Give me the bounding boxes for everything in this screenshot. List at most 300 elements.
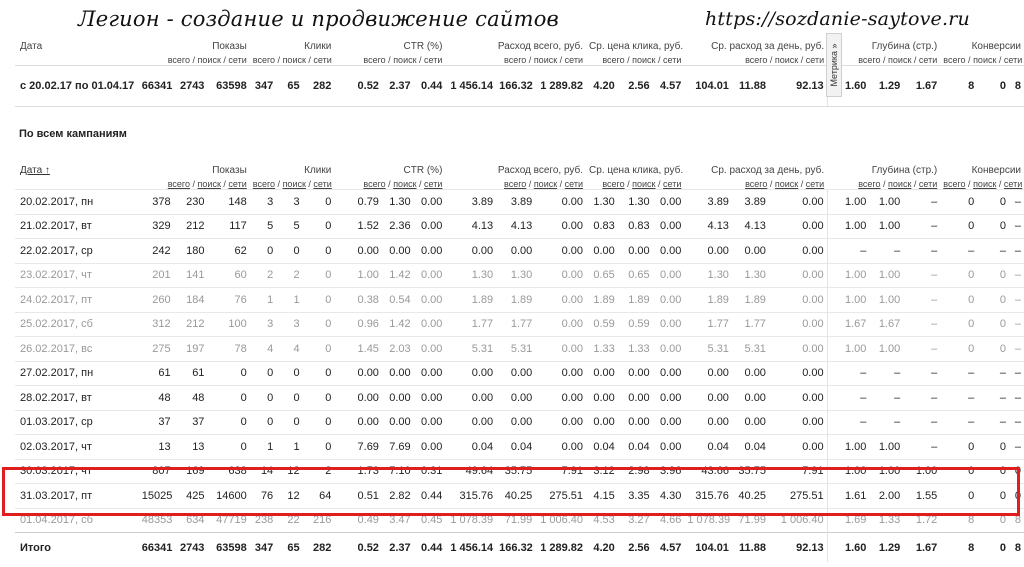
- table-row-cell: 64: [303, 484, 335, 509]
- table-row-cell: 0.00: [535, 214, 586, 239]
- table-row-cell: 0.00: [653, 214, 685, 239]
- col-header-impressions: Показы: [212, 165, 247, 176]
- table-row-cell: 0.45: [414, 508, 446, 533]
- table-row-cell: 78: [207, 337, 249, 362]
- table-row-cell: –: [903, 288, 940, 313]
- table-row-cell: 0.59: [618, 312, 653, 337]
- table-row-cell: –: [940, 361, 977, 386]
- table-row-cell: 0.00: [769, 410, 827, 435]
- table-row-cell: 0.04: [496, 435, 535, 460]
- total-row-cell: 0.44: [414, 533, 446, 563]
- table-row-cell: 1.52: [334, 214, 382, 239]
- sub-header-group-1[interactable]: всего / поиск / сети: [252, 179, 332, 189]
- table-row-cell: 634: [174, 508, 208, 533]
- sub-header-всего[interactable]: всего: [602, 179, 625, 189]
- table-row-cell: 638: [207, 459, 249, 484]
- sub-header-поиск[interactable]: поиск: [632, 179, 656, 189]
- table-row-cell: 0.65: [586, 263, 618, 288]
- table-row-cell: 8: [1009, 508, 1024, 533]
- sub-header-всего[interactable]: всего: [363, 179, 386, 189]
- table-row-cell: 1.42: [382, 263, 414, 288]
- sub-header-всего[interactable]: всего: [252, 179, 276, 189]
- sub-header-всего[interactable]: всего: [943, 179, 966, 189]
- sub-header-group-5: всего / поиск / сети: [745, 55, 825, 65]
- total-row-cell: 2.37: [382, 533, 414, 563]
- table-row-cell: 0.00: [586, 361, 618, 386]
- summary-cell: 4.57: [653, 66, 685, 107]
- table-row-cell: 5: [276, 214, 302, 239]
- table-row-cell: 3: [276, 312, 302, 337]
- table-row-cell: 1.77: [732, 312, 769, 337]
- table-row-cell: 100: [207, 312, 249, 337]
- table-row-cell: 0.00: [653, 410, 685, 435]
- table-row-cell: 0.00: [496, 410, 535, 435]
- table-row-label: 25.02.2017, сб: [15, 312, 139, 337]
- table-row: [15, 288, 1024, 313]
- sub-header-group-0[interactable]: всего / поиск / сети: [167, 179, 247, 189]
- metrika-tab[interactable]: [826, 33, 842, 97]
- table-row-cell: 0.00: [414, 337, 446, 362]
- sub-header-group-3: всего / поиск / сети: [504, 55, 584, 65]
- total-row-cell: 104.01: [684, 533, 732, 563]
- sub-header-поиск[interactable]: поиск: [533, 179, 558, 189]
- total-row-cell: 1 456.14: [445, 533, 496, 563]
- table-row-cell: 2: [276, 263, 302, 288]
- table-row-cell: 1.00: [334, 263, 382, 288]
- sub-header-сети[interactable]: сети: [228, 179, 247, 189]
- metrika-tab-label: Метрика »: [829, 43, 839, 87]
- summary-cell: 63598: [207, 66, 249, 107]
- table-row-cell: 0.38: [334, 288, 382, 313]
- sub-header-поиск: поиск: [774, 55, 799, 65]
- summary-cell: 104.01: [684, 66, 732, 107]
- table-row-cell: 315.76: [445, 484, 496, 509]
- table-row-cell: 0.00: [496, 239, 535, 264]
- summary-cell: 0.44: [414, 66, 446, 107]
- table-row-cell: –: [977, 410, 1009, 435]
- table-row-cell: –: [1009, 214, 1024, 239]
- table-row-cell: 1.30: [618, 190, 653, 215]
- table-row-cell: 48353: [139, 508, 174, 533]
- table-row-cell: 0: [977, 190, 1009, 215]
- table-row-cell: 0: [940, 459, 977, 484]
- table-row-cell: 4.13: [732, 214, 769, 239]
- table-row-cell: –: [1009, 263, 1024, 288]
- sub-header-поиск: поиск: [282, 55, 306, 65]
- table-row-cell: –: [903, 410, 940, 435]
- table-row-cell: 1.00: [827, 435, 869, 460]
- table-row-label: 22.02.2017, ср: [15, 239, 139, 264]
- table-row-cell: 1.42: [382, 312, 414, 337]
- table-row-cell: 0.00: [535, 288, 586, 313]
- table-row-cell: 329: [139, 214, 174, 239]
- table-row-cell: 0.31: [414, 459, 446, 484]
- table-row-cell: 1.89: [618, 288, 653, 313]
- table-row-cell: 2.03: [382, 337, 414, 362]
- table-row: [15, 263, 1024, 288]
- table-row-cell: –: [1009, 239, 1024, 264]
- col-header-date: Дата: [20, 41, 43, 52]
- table-row-cell: 7.10: [382, 459, 414, 484]
- sub-header-всего: всего: [363, 55, 386, 65]
- table-row-cell: 0.00: [334, 361, 382, 386]
- table-row-cell: 0: [276, 410, 302, 435]
- table-row-cell: 0: [303, 435, 335, 460]
- col-header-ctr: CTR (%): [403, 41, 443, 52]
- table-row-cell: 238: [250, 508, 276, 533]
- sub-header-group-7[interactable]: всего / поиск / сети: [943, 179, 1023, 189]
- col-header-spend: Расход всего, руб.: [497, 165, 584, 176]
- sub-header-всего[interactable]: всего: [858, 179, 881, 189]
- table-row-cell: 1.00: [869, 214, 903, 239]
- sub-header-group-2[interactable]: всего / поиск / сети: [363, 179, 443, 189]
- col-header-daily-spend: Ср. расход за день, руб.: [711, 41, 825, 52]
- table-row-cell: 0.00: [334, 386, 382, 411]
- table-row-cell: –: [1009, 190, 1024, 215]
- table-row-cell: 1.00: [827, 459, 869, 484]
- sub-header-всего[interactable]: всего: [504, 179, 527, 189]
- table-row-cell: 1.89: [496, 288, 535, 313]
- table-row-label: 23.02.2017, чт: [15, 263, 139, 288]
- table-row-cell: 0: [940, 312, 977, 337]
- sub-header-group-3[interactable]: всего / поиск / сети: [504, 179, 584, 189]
- total-row-cell: 166.32: [496, 533, 535, 563]
- table-row-cell: 7.69: [334, 435, 382, 460]
- total-row-cell: 8: [1009, 533, 1024, 563]
- sub-header-сети: сети: [918, 55, 938, 65]
- total-row-label: Итого: [15, 533, 139, 563]
- total-row-cell: 92.13: [769, 533, 827, 563]
- table-row-cell: 35.75: [496, 459, 535, 484]
- table-row-cell: 0.00: [414, 410, 446, 435]
- sub-header-всего[interactable]: всего: [745, 179, 768, 189]
- sub-header-поиск[interactable]: поиск: [973, 179, 997, 189]
- table-row-cell: 1.00: [827, 337, 869, 362]
- table-row-cell: 3.27: [618, 508, 653, 533]
- table-row-cell: 1.00: [869, 459, 903, 484]
- table-row-cell: 1 006.40: [769, 508, 827, 533]
- table-row-cell: 141: [174, 263, 208, 288]
- table-row-cell: 40.25: [732, 484, 769, 509]
- table-row-label: 28.02.2017, вт: [15, 386, 139, 411]
- sub-header-сети[interactable]: сети: [663, 179, 682, 189]
- table-row-cell: 1.89: [684, 288, 732, 313]
- table-row: [15, 214, 1024, 239]
- table-row-label: 31.03.2017, пт: [15, 484, 139, 509]
- table-row-cell: 0.49: [334, 508, 382, 533]
- table-row-cell: 0.00: [382, 410, 414, 435]
- table-row-cell: 0.00: [653, 386, 685, 411]
- table-row-cell: 1.00: [869, 190, 903, 215]
- total-row-cell: 8: [940, 533, 977, 563]
- table-row-cell: 22: [276, 508, 302, 533]
- sub-header-сети[interactable]: сети: [805, 179, 825, 189]
- table-row-cell: 0.00: [414, 435, 446, 460]
- col-header-cpc: Ср. цена клика, руб.: [589, 41, 684, 52]
- table-row-cell: 0.00: [414, 312, 446, 337]
- table-row-cell: 0.00: [445, 386, 496, 411]
- summary-table: [15, 39, 1024, 107]
- section-title: По всем кампаниям: [19, 128, 127, 140]
- table-row-cell: 1.33: [618, 337, 653, 362]
- table-row-cell: 0: [940, 435, 977, 460]
- col-header-spend: Расход всего, руб.: [497, 41, 584, 52]
- table-row: [15, 484, 1024, 509]
- table-row-cell: 1.00: [869, 337, 903, 362]
- table-row-cell: 0: [977, 288, 1009, 313]
- table-row-cell: 0: [303, 214, 335, 239]
- table-row-cell: –: [903, 239, 940, 264]
- table-row-cell: 1.72: [903, 508, 940, 533]
- col-header-clicks: Клики: [304, 41, 332, 52]
- table-row-cell: 0.04: [684, 435, 732, 460]
- table-row-cell: 0.00: [684, 361, 732, 386]
- table-row-cell: 13: [174, 435, 208, 460]
- table-row-cell: 0.00: [382, 386, 414, 411]
- table-row-cell: 0: [250, 410, 276, 435]
- table-row-cell: 0: [977, 263, 1009, 288]
- table-row-cell: 3: [276, 190, 302, 215]
- table-row-cell: –: [1009, 410, 1024, 435]
- table-row-cell: 0: [977, 435, 1009, 460]
- table-row-cell: 1.45: [334, 337, 382, 362]
- table-row-cell: –: [827, 239, 869, 264]
- table-row-cell: 0.00: [653, 435, 685, 460]
- sub-header-всего[interactable]: всего: [167, 179, 191, 189]
- sub-header-поиск[interactable]: поиск: [282, 179, 306, 189]
- total-row-cell: 1 289.82: [535, 533, 586, 563]
- table-row-cell: 0.00: [732, 386, 769, 411]
- table-row-cell: 4.13: [684, 214, 732, 239]
- sub-header-поиск: поиск: [393, 55, 417, 65]
- table-row-cell: 12: [276, 459, 302, 484]
- table-row-cell: 49.64: [445, 459, 496, 484]
- table-row-cell: –: [903, 361, 940, 386]
- table-row-cell: 0.00: [653, 361, 685, 386]
- table-row-cell: 0: [977, 337, 1009, 362]
- sub-header-всего: всего: [504, 55, 527, 65]
- summary-cell: 166.32: [496, 66, 535, 107]
- summary-cell: 1.60: [827, 66, 869, 107]
- sub-header-сети: сети: [1003, 55, 1023, 65]
- table-row-cell: 0: [303, 410, 335, 435]
- summary-cell: 2.56: [618, 66, 653, 107]
- sub-header-сети[interactable]: сети: [424, 179, 443, 189]
- table-row-cell: –: [903, 190, 940, 215]
- table-row-cell: 5.31: [684, 337, 732, 362]
- table-row-cell: 0: [977, 508, 1009, 533]
- table-row-cell: 14600: [207, 484, 249, 509]
- table-row-cell: 62: [207, 239, 249, 264]
- sub-header-group-5[interactable]: всего / поиск / сети: [745, 179, 825, 189]
- sub-header-поиск[interactable]: поиск: [774, 179, 799, 189]
- sub-header-поиск[interactable]: поиск: [197, 179, 221, 189]
- table-row: [15, 410, 1024, 435]
- table-row-cell: 212: [174, 312, 208, 337]
- sub-header-group-7: всего / поиск / сети: [943, 55, 1023, 65]
- table-row-cell: 0: [303, 386, 335, 411]
- table-row-cell: 201: [139, 263, 174, 288]
- table-row-cell: 1 078.39: [445, 508, 496, 533]
- table-row-cell: 1.67: [827, 312, 869, 337]
- table-row-cell: 0.04: [618, 435, 653, 460]
- summary-row: [15, 66, 1024, 107]
- col-header-ctr: CTR (%): [403, 165, 443, 176]
- table-row-cell: 1: [276, 435, 302, 460]
- table-row-cell: 15025: [139, 484, 174, 509]
- table-row-cell: 12: [276, 484, 302, 509]
- sub-header-сети[interactable]: сети: [918, 179, 938, 189]
- table-row-cell: 0: [940, 263, 977, 288]
- table-row-cell: –: [827, 386, 869, 411]
- summary-cell: 347: [250, 66, 276, 107]
- table-row-cell: 275.51: [535, 484, 586, 509]
- table-row-cell: 0.00: [684, 386, 732, 411]
- summary-cell: 1 456.14: [445, 66, 496, 107]
- table-row-label: 01.03.2017, ср: [15, 410, 139, 435]
- sub-header-поиск[interactable]: поиск: [888, 179, 912, 189]
- table-row-cell: 184: [174, 288, 208, 313]
- sub-header-сети[interactable]: сети: [1003, 179, 1023, 189]
- sub-header-сети: сети: [564, 55, 584, 65]
- table-row-cell: 0.00: [769, 288, 827, 313]
- table-row-cell: –: [903, 214, 940, 239]
- table-row-cell: 0.00: [586, 239, 618, 264]
- table-row-cell: 0.00: [618, 386, 653, 411]
- table-row-label: 26.02.2017, вс: [15, 337, 139, 362]
- table-row-cell: –: [903, 435, 940, 460]
- table-row: [15, 459, 1024, 484]
- table-row-cell: –: [940, 239, 977, 264]
- summary-cell: 92.13: [769, 66, 827, 107]
- sort-by-date-link[interactable]: Дата ↑: [20, 165, 50, 176]
- total-row: [15, 533, 1024, 563]
- table-row-cell: 169: [174, 459, 208, 484]
- total-row-cell: 2.56: [618, 533, 653, 563]
- table-row-cell: 1.00: [827, 288, 869, 313]
- sub-header-сети: сети: [313, 55, 332, 65]
- table-row-cell: 4.13: [445, 214, 496, 239]
- table-row-cell: 0: [303, 288, 335, 313]
- table-row-cell: 1.33: [869, 508, 903, 533]
- total-row-cell: 11.88: [732, 533, 769, 563]
- table-row-cell: 0.00: [769, 361, 827, 386]
- table-row-cell: 7.91: [535, 459, 586, 484]
- table-row: [15, 435, 1024, 460]
- table-row-label: 21.02.2017, вт: [15, 214, 139, 239]
- table-row-cell: 5: [250, 214, 276, 239]
- table-row-cell: 0.00: [653, 263, 685, 288]
- sub-header-всего: всего: [858, 55, 881, 65]
- table-row-cell: 0.00: [445, 239, 496, 264]
- sub-header-всего: всего: [252, 55, 276, 65]
- table-row-cell: 0.00: [769, 214, 827, 239]
- total-row-cell: 4.20: [586, 533, 618, 563]
- table-row-cell: 0.00: [732, 410, 769, 435]
- table-row-cell: 14: [250, 459, 276, 484]
- table-row-cell: 3.96: [653, 459, 685, 484]
- table-row-cell: 197: [174, 337, 208, 362]
- sub-header-сети[interactable]: сети: [564, 179, 584, 189]
- table-row-cell: 0.00: [414, 214, 446, 239]
- table-row-cell: 0.00: [769, 190, 827, 215]
- table-row-cell: 1.00: [869, 435, 903, 460]
- sub-header-group-6[interactable]: всего / поиск / сети: [858, 179, 938, 189]
- table-row-cell: 47719: [207, 508, 249, 533]
- sub-header-поиск: поиск: [533, 55, 558, 65]
- table-row-cell: 0: [207, 410, 249, 435]
- table-row-cell: 1: [276, 288, 302, 313]
- table-row-cell: 1: [250, 288, 276, 313]
- table-row-cell: –: [1009, 337, 1024, 362]
- table-row-cell: 1.73: [334, 459, 382, 484]
- sub-header-поиск[interactable]: поиск: [393, 179, 417, 189]
- table-row-cell: 3.12: [586, 459, 618, 484]
- table-row-cell: 5.31: [496, 337, 535, 362]
- table-row-cell: –: [977, 386, 1009, 411]
- table-row-cell: 1.67: [869, 312, 903, 337]
- total-row-cell: 66341: [139, 533, 174, 563]
- table-row-label: 20.02.2017, пн: [15, 190, 139, 215]
- sub-header-сети: сети: [228, 55, 247, 65]
- table-row-label: 27.02.2017, пн: [15, 361, 139, 386]
- table-row-cell: 117: [207, 214, 249, 239]
- table-row-cell: 1.33: [586, 337, 618, 362]
- table-row-cell: 0.00: [535, 263, 586, 288]
- sub-header-group-4[interactable]: всего / поиск / сети: [602, 179, 682, 189]
- sub-header-поиск: поиск: [197, 55, 221, 65]
- table-row-cell: 1 078.39: [684, 508, 732, 533]
- table-row-cell: –: [903, 263, 940, 288]
- sub-header-сети[interactable]: сети: [313, 179, 332, 189]
- summary-cell: 2.37: [382, 66, 414, 107]
- table-row-cell: 425: [174, 484, 208, 509]
- table-row-cell: 0.00: [653, 239, 685, 264]
- table-row-cell: 0.00: [334, 239, 382, 264]
- table-row-cell: –: [1009, 386, 1024, 411]
- table-row-cell: 0.00: [769, 263, 827, 288]
- table-row-cell: 0.00: [653, 337, 685, 362]
- table-row-cell: 76: [250, 484, 276, 509]
- total-row-cell: 4.57: [653, 533, 685, 563]
- table-row-cell: 1.00: [827, 214, 869, 239]
- table-row-cell: 0: [303, 263, 335, 288]
- table-row-cell: 1.61: [827, 484, 869, 509]
- table-row-cell: 1.89: [586, 288, 618, 313]
- table-row-cell: –: [903, 386, 940, 411]
- table-row: [15, 239, 1024, 264]
- table-row-cell: –: [869, 386, 903, 411]
- table-row-cell: 61: [139, 361, 174, 386]
- table-row-cell: 0.00: [535, 386, 586, 411]
- table-row-cell: 3.35: [618, 484, 653, 509]
- total-row-cell: 63598: [207, 533, 249, 563]
- table-row-cell: 0.00: [414, 386, 446, 411]
- table-row-cell: 43.66: [684, 459, 732, 484]
- table-row-cell: 2.98: [618, 459, 653, 484]
- total-row-cell: 65: [276, 533, 302, 563]
- table-row-cell: 212: [174, 214, 208, 239]
- table-row-cell: 0.65: [618, 263, 653, 288]
- table-row-cell: 0.00: [382, 361, 414, 386]
- table-row-cell: 0.00: [732, 361, 769, 386]
- table-row-cell: 0.00: [382, 239, 414, 264]
- table-row-cell: 0: [1009, 459, 1024, 484]
- table-row-cell: –: [1009, 312, 1024, 337]
- table-row-cell: 3.47: [382, 508, 414, 533]
- table-row-cell: 1.77: [445, 312, 496, 337]
- table-row-cell: 71.99: [732, 508, 769, 533]
